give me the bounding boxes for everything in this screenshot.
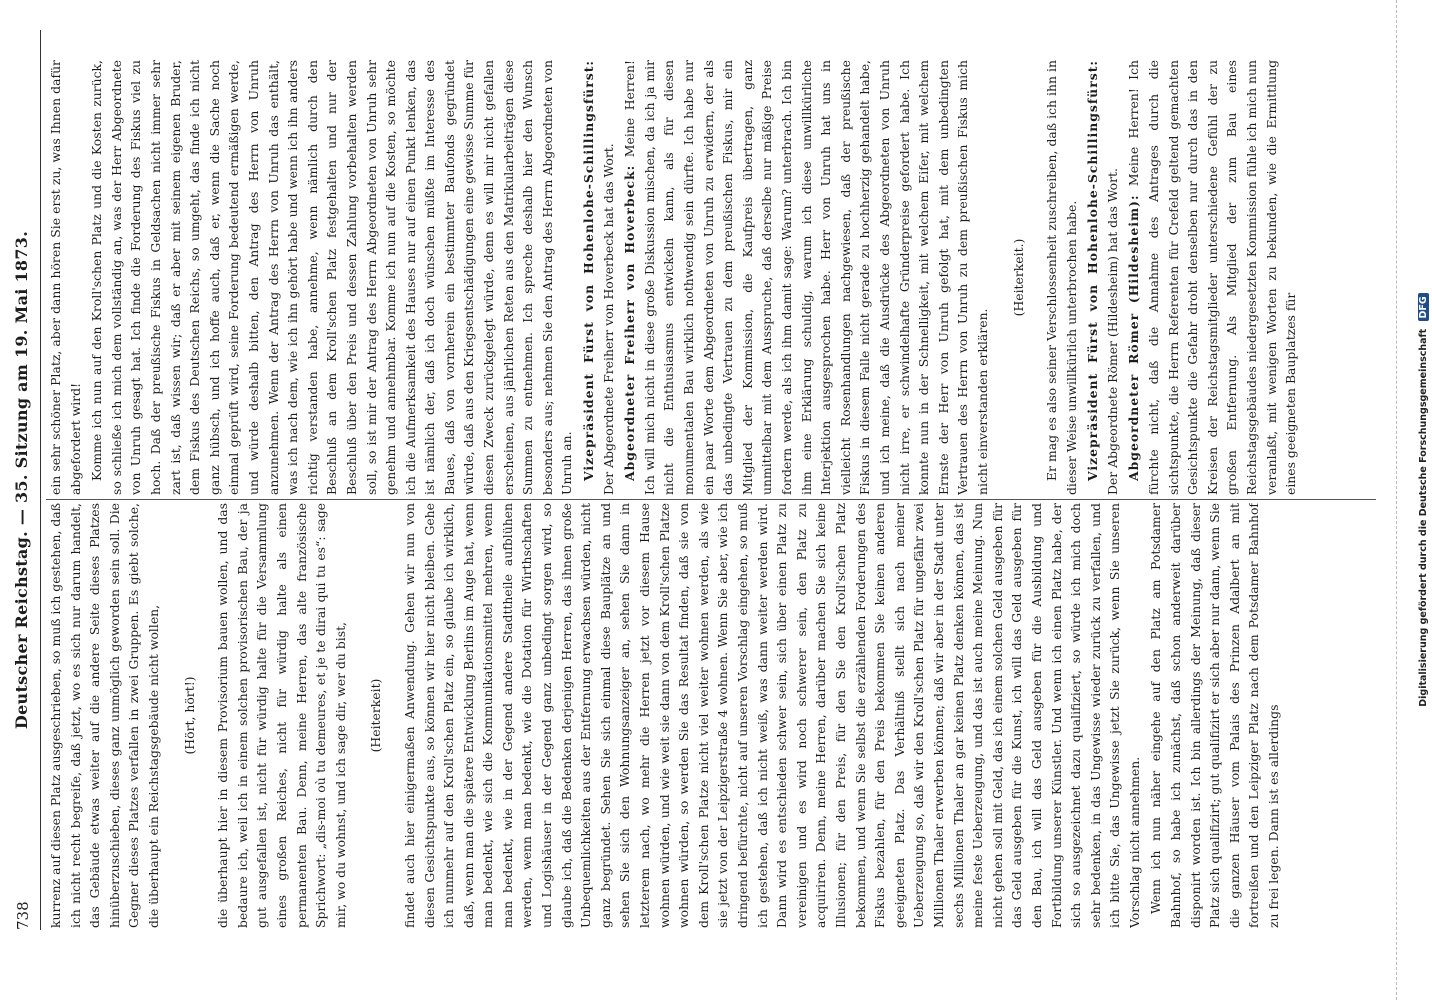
text-column-right (46, 60, 1376, 495)
paragraph: Der Abgeordnete Freiherr von Hoverbeck hat das Wort. (600, 143, 616, 495)
digitization-credit (1418, 0, 1429, 1000)
paragraph: Meine Herren! Ich fürchte nicht, daß die Annahme des Antrages durch die sichtspunkte, die Herrn Referenten für Crefeld geltend gemachten Gesichtspunkte die Gefahr droht denselben nur durch das in den Kreisen der Reichstagsmitglieder unterschiedene Gefühl der zu großen Entfernung. Als Mitglied der zum Bau eines Reichstagsgebäudes niedergesetzten Kommission fühle ich mich nun veranlaßt, mit wenigen Worten zu bekunden, wie die Ermittlung eines geeigneten Bauplatzes für (1126, 60, 1299, 495)
paragraph: Meine Herren! Ich will mich nicht in diese große Diskussion mischen, da ich ja mir nicht die Enthusiasmus entwickeln kann, als für diesen monumentalen Bau wirklich nothwendig sein dürfte. Ich habe nur ein paar Worte dem Abgeordneten von Unruh zu erwidern, der als das unbedingte Vertrauen zu dem preußischen Fiskus, mir ein Mitglied der Kommission, die Kaufpreis übertragen, ganz unmittelbar mit dem Ausspruche, daß derselbe nur mäßige Preise fordern werde, als ich ihm damit sage: Warum? unterbrach. Ich bin ihm eine Erklärung schuldig, warum ich diese unwillkürliche Interjektion ausgesprochen habe. Herr von Unruh hat uns in vielleicht Rosenhandlungen nachgewiesen, daß der preußische Fiskus in diesem Falle nicht gerade zu hochherzig gehandelt habe, und ich meine, daß die Ausdrücke des Abgeordneten von Unruh nicht irre, er schwindelhafte Gründerpreise gefordert habe. Ich konnte nun in der Schnelligkeit, mit welchem Eifer, mit welchem Ernste der Herr von Unruh gefolgt hat, mit dem unbedingten Vertrauen des Herrn von Unruh zu dem preußischen Fiskus mich nicht einverstanden erklären. (622, 60, 990, 495)
interjection: (Heiterkeit.) (1010, 238, 1026, 317)
speaker-name: Vizepräsident Fürst von Hohenlohe-Schillingsfürst: (581, 60, 597, 481)
paragraph: Er mag es also seiner Verschlossenheit zuschreiben, daß ich ihn in dieser Weise unwillkürlich unterbrochen habe. (1044, 60, 1079, 495)
page-title: Deutscher Reichstag. — 35. Sitzung am 19. Mai 1873. (12, 230, 31, 730)
paragraph: findet auch hier einigermaßen Anwendung. Gehen wir nun von diesen Gesichtspunkte aus, so können wir hier nicht bleiben. Gehe ich nunmehr auf den Kroll'schen Platz ein, so glaube ich wirklich, daß, wenn man die spätere Entwicklung Berlins im Auge hat, wenn man bedenkt, wie sich die Kommunikationsmittel mehren, wenn man bedenkt, wie in der Gegend andere Stadttheile aufblühen werden, wenn man bedenkt, wie die Dotation für Wirthschaften und Logishäuser in der Gegend ganz unbedingt sorgen wird, so glaube ich, daß die Bedenken derjenigen Herren, das ihnen große Unbequemlichkeiten aus der Entfernung erwachsen würden, nicht ganz begründet. Sehen Sie sich einmal diese Bauplätze an und sehen Sie sich den Wohnungsanzeiger an, sehen Sie dann in letzterem nach, wo mehr die Herren jetzt vor diesem Hause wohnen würden, und wie weit sie dann von dem Kroll'schen Platze wohnen würden, so werden Sie das Resultat finden, daß sie von dem Kroll'schen Platze nicht viel weiter wohnen werden, als wie sie jetzt von der Leipzigerstraße 4 wohnen. Wenn Sie aber, wie ich dringend befürchte, nicht auf unseren Vorschlag eingehen, so muß ich gestehen, daß ich nicht weiß, was dann weiter werden wird. Dann wird es entschieden schwer sein, sich über einen Platz zu vereinigen und es wird noch schwerer sein, den Platz zu acquiriren. Denn, meine Herren, darüber machen Sie sich keine Illusionen; für den Preis, für den Sie den Kroll'schen Platz bekommen, und wenn Sie selbst die erzählenden Forderungen des Fiskus bezahlen, für den Preis bekommen Sie keinen anderen geeigneten Platz. Das Verhältniß stellt sich nach meiner Ueberzeugung so, daß wir den Kroll'schen Platz für ungefähr zwei Millionen Thaler erwerben können; daß wir aber in der Stadt unter sechs Millionen Thaler an gar keinen Platz denken können, das ist meine feste Ueberzeugung, und das ist auch meine Meinung. Nun nicht gehen soll mit Geld, das ich einem solchen Geld ausgeben für das Geld ausgeben für die Kunst, ich will das Geld ausgeben für den Bau, ich will das Geld ausgeben für die Ausbildung und Fortbildung unserer Künstler. Und wenn ich einen Platz habe, der sich so ausgezeichnet dazu qualifiziert, so würde ich mich doch sehr bedenken, in das Ungewisse wieder zurück zu verfallen, und ich bitte Sie, das Ungewisse jetzt Sie zurück, wenn Sie unseren Vorschlag nicht annehmen. (401, 503, 1142, 928)
speaker-name: Abgeordneter Römer (Hildesheim): (1126, 194, 1142, 481)
dfg-logo: DFG (1418, 293, 1429, 321)
paragraph: kurrenz auf diesen Platz ausgeschrieben, so muß ich gestehen, daß ich nicht recht begreife, daß jetzt, wo es sich nur darum handelt, das Gebäude etwas weiter auf die andere Seite dieses Platzes hinüberzuschieben, dieses ganz unmöglich geworden sein soll. Die Gegner dieses Platzes verfallen in zwei Gruppen. Es giebt solche, die überhaupt ein Reichstagsgebäude nicht wollen, (48, 503, 161, 928)
text-column-left (46, 503, 1376, 928)
paragraph: Komme ich nun auf den Kroll'schen Platz und die Kosten zurück, so schließe ich mich dem vollständig an, was der Herr Abgeordnete von Unruh gesagt hat. Ich finde die Forderung des Fiskus viel zu hoch. Daß der preußische Fiskus in Geldsachen nicht immer sehr zart ist, daß wissen wir; daß er aber mit seinem eigenen Bruder, dem Fiskus des Deutschen Reichs, so umgeht, das finde ich nicht ganz hübsch, und ich hoffe auch, daß er, wenn die Sache noch einmal geprüft wird, seine Forderung bedeutend ermäßigen werde, und würde deshalb bitten, den Antrag des Herrn von Unruh anzunehmen. Wenn der Antrag des Herrn von Unruh das enthält, was ich nach dem, wie ich ihn gehört habe und wenn ich ihn anders richtig verstanden habe, annehme, wenn nämlich durch den Beschluß an dem Kroll'schen Platz festgehalten und nur der Beschluß über den Preis und dessen Zahlung vorbehalten werden soll, so ist mir der Antrag des Herrn Abgeordneten von Unruh sehr genehm und annehmbar. Komme ich nun auf die Kosten, so möchte ich die Aufmerksamkeit des Hauses nur auf einen Punkt lenken, das ist nämlich der, daß ich doch wünschen müßte im Interesse des Baues, daß von vornherein ein bestimmter Baufonds gegründet würde, daß aus den Kriegsentschädigungen eine gewisse Summe für diesen Zweck zurückgelegt würde, denn es will mir nicht gefallen erscheinen, aus jährlichen Reten aus den Matrikularbeiträgen diese Summen zu entnehmen. Ich spreche deshalb hier den Wunsch besonders aus; nehmen Sie den Antrag des Herrn Abgeordneten von Unruh an. (89, 60, 575, 495)
speaker-name: Vizepräsident Fürst von Hohenlohe-Schillingsfürst: (1085, 60, 1101, 481)
page-header (10, 30, 38, 930)
paragraph: die überhaupt hier in diesem Provisorium bauen wollen, und das bedaure ich, weil ich in einem solchen provisorischen Bau, der ja gut ausgefallen ist, nicht für würdig halte für die Versammlung eines großen Reiches, nicht für würdig halte als einen permanenten Bau. Denn, meine Herren, das alte französische Sprichwort: „dis-moi où tu demeures, et je te dirai qui tu es“: sage mir, wo du wohnst, und ich sage dir, wer du bist, (215, 503, 348, 928)
interjection: (Heiterkeit) (368, 678, 384, 753)
paragraph: ein sehr schöner Platz, aber dann hören Sie erst zu, was Ihnen dafür abgefordert wird! (48, 60, 83, 495)
scan-edge-mark (1396, 0, 1397, 1000)
speaker-name: Abgeordneter Freiherr von Hoverbeck: (622, 164, 638, 481)
column-divider (46, 499, 1376, 500)
credit-text: Digitalisierung gefördert durch die Deutsche Forschungsgemeinschaft (1418, 328, 1429, 707)
paragraph: Wenn ich nun näher eingehe auf den Platz am Potsdamer Bahnhof, so habe ich zunächst, daß schon anderweit darüber disponirt worden ist. Ich bin allerdings der Meinung, daß dieser Platz sich qualifizirt; gut qualifizirt er sich aber nur dann, wenn Sie die ganzen Häuser vom Palais des Prinzen Adalbert an mit fortreißen und den Leipziger Platz nach dem Potsdamer Bahnhof zu frei legen. Dann ist es allerdings (1148, 503, 1282, 928)
page-number: 738 (14, 901, 32, 930)
header-rule (40, 30, 41, 930)
interjection: (Hört, hört!) (181, 676, 197, 755)
paragraph: Der Abgeordnete Römer (Hildesheim) hat das Wort. (1104, 168, 1120, 495)
